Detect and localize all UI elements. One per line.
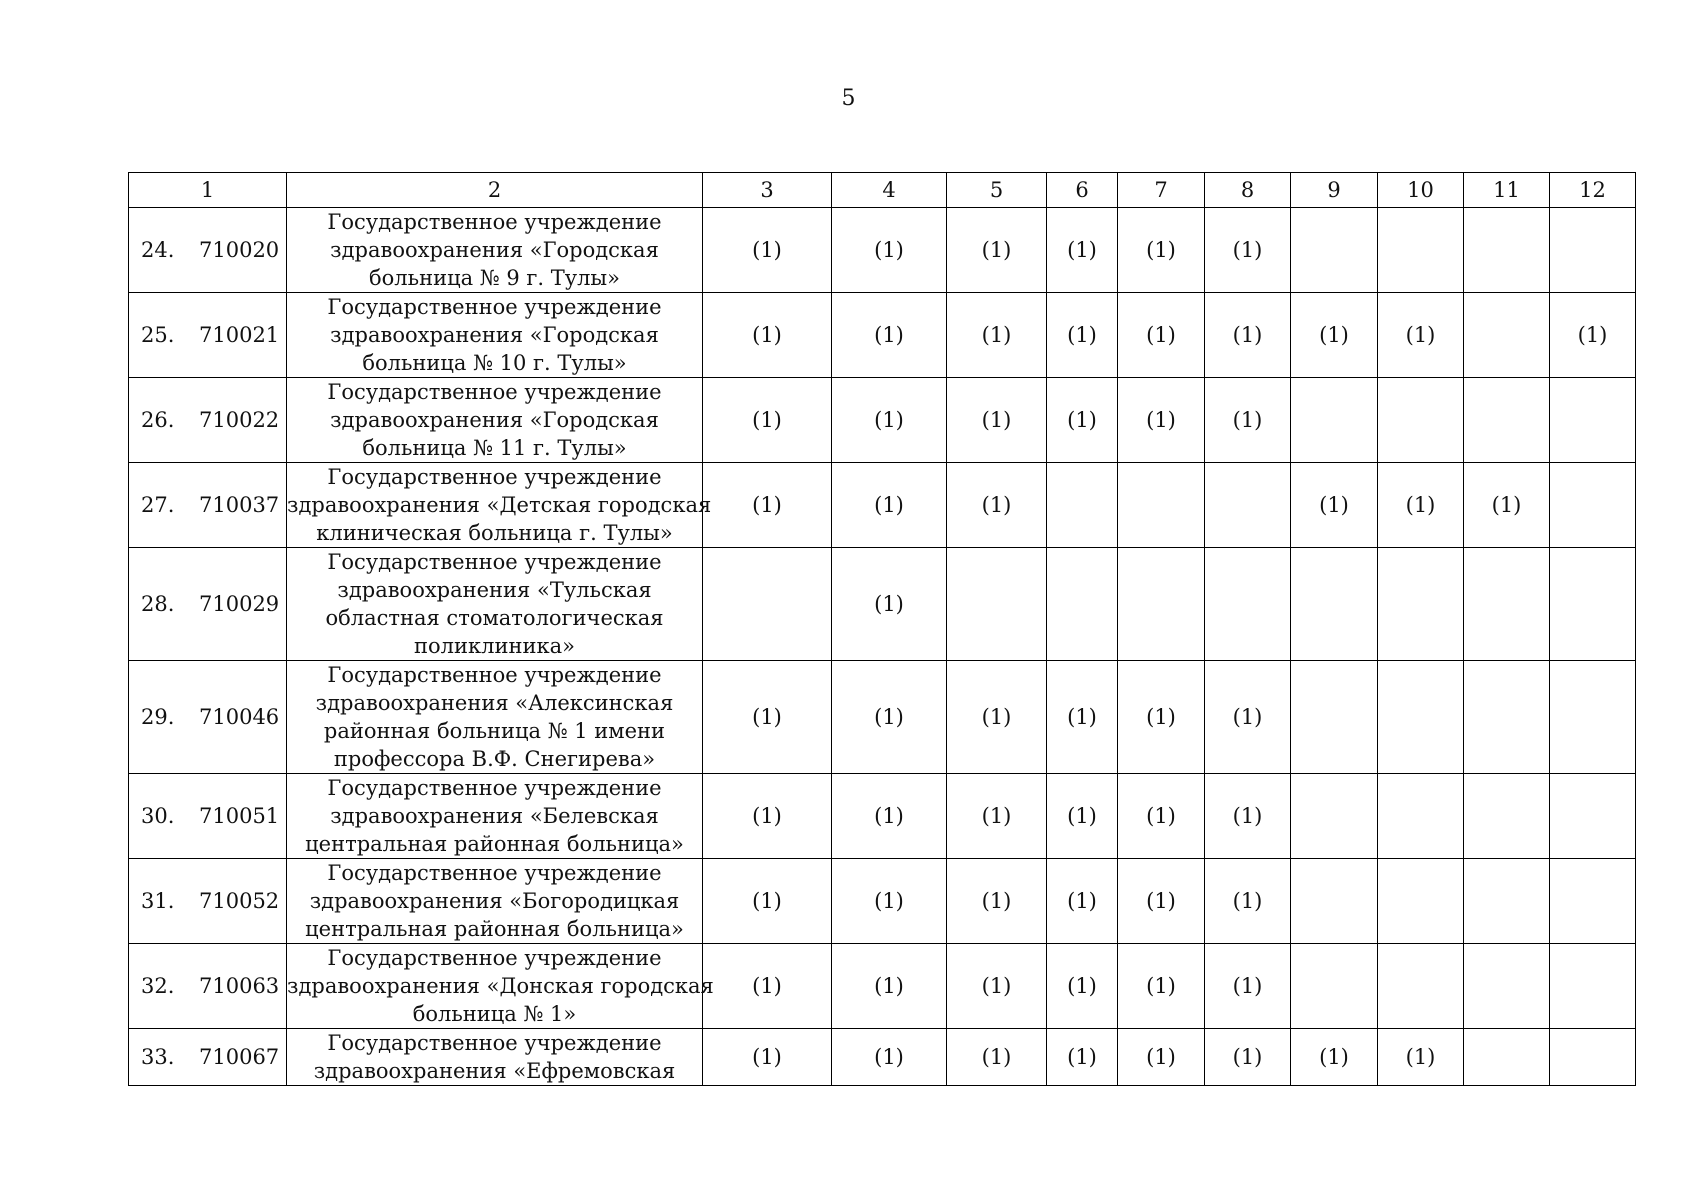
registry-table [128,172,1636,1086]
institution-name-line: Государственное учреждение [327,663,662,687]
mark-cell-col-11 [1464,548,1550,661]
mark-cell-col-4: (1) [832,208,947,293]
mark-cell-col-6: (1) [1047,859,1118,944]
mark-cell-col-8 [1205,548,1291,661]
row-number-cell [129,859,287,944]
institution-name-line: здравоохранения «Богородицкая [309,889,680,913]
mark-cell-col-12 [1550,1029,1636,1086]
table-row [129,1029,1636,1086]
institution-name-line: Государственное учреждение [327,210,662,234]
mark-cell-col-7: (1) [1118,859,1205,944]
institution-name-line: областная стоматологическая [325,606,664,630]
mark-cell-col-6: (1) [1047,661,1118,774]
column-header: 1 [129,173,287,208]
mark-cell-col-7: (1) [1118,208,1205,293]
institution-name-cell [287,548,703,661]
institution-code: 710037 [199,493,280,517]
mark-cell-col-12 [1550,944,1636,1029]
institution-code: 710051 [199,804,280,828]
mark-cell-col-8: (1) [1205,208,1291,293]
table-row [129,944,1636,1029]
institution-name-line: районная больница № 1 имени [323,719,666,743]
mark-cell-col-11 [1464,1029,1550,1086]
mark-cell-col-5: (1) [947,378,1047,463]
mark-cell-col-8: (1) [1205,944,1291,1029]
mark-cell-col-8: (1) [1205,859,1291,944]
institution-name-line: здравоохранения «Городская [330,323,659,347]
institution-name-line: больница № 10 г. Тулы» [362,351,627,375]
institution-name-line: центральная районная больница» [305,832,684,856]
institution-name-cell [287,944,714,1029]
row-number-cell [129,378,287,463]
mark-cell-col-3 [703,548,832,661]
mark-cell-col-9 [1291,378,1378,463]
institution-name-line: здравоохранения «Алексинская [315,691,674,715]
mark-cell-col-10 [1378,859,1464,944]
column-header: 3 [703,173,832,208]
row-number: 25. [141,323,175,347]
institution-code: 710022 [199,408,280,432]
mark-cell-col-4: (1) [832,944,947,1029]
table-row [129,463,1636,548]
institution-name-line: здравоохранения «Белевская [330,804,659,828]
institution-name-cell [287,293,703,378]
mark-cell-col-8: (1) [1205,774,1291,859]
institution-code: 710067 [199,1045,280,1069]
row-number: 29. [141,705,175,729]
institution-name-cell [287,463,712,548]
mark-cell-col-11 [1464,661,1550,774]
mark-cell-col-7 [1118,463,1205,548]
row-number-cell [129,944,287,1029]
mark-cell-col-10 [1378,944,1464,1029]
mark-cell-col-9 [1291,859,1378,944]
row-number-cell [129,293,287,378]
mark-cell-col-6: (1) [1047,944,1118,1029]
mark-cell-col-7: (1) [1118,944,1205,1029]
table-row [129,774,1636,859]
institution-name-cell [287,661,703,774]
mark-cell-col-7: (1) [1118,378,1205,463]
mark-cell-col-5: (1) [947,208,1047,293]
mark-cell-col-3: (1) [703,774,832,859]
mark-cell-col-8: (1) [1205,1029,1291,1086]
institution-name-cell [287,774,703,859]
mark-cell-col-5: (1) [947,859,1047,944]
institution-name-cell [287,378,703,463]
mark-cell-col-12 [1550,208,1636,293]
mark-cell-col-11 [1464,378,1550,463]
row-number-cell [129,774,287,859]
mark-cell-col-11 [1464,208,1550,293]
institution-code: 710046 [199,705,280,729]
mark-cell-col-10 [1378,548,1464,661]
mark-cell-col-12 [1550,548,1636,661]
column-header: 5 [947,173,1047,208]
mark-cell-col-9 [1291,548,1378,661]
institution-name-line: Государственное учреждение [327,776,662,800]
mark-cell-col-5: (1) [947,293,1047,378]
mark-cell-col-6: (1) [1047,774,1118,859]
table-row [129,548,1636,661]
mark-cell-col-12 [1550,661,1636,774]
mark-cell-col-6: (1) [1047,293,1118,378]
mark-cell-col-7: (1) [1118,661,1205,774]
mark-cell-col-7 [1118,548,1205,661]
row-number: 24. [141,238,175,262]
institution-name-line: Государственное учреждение [327,465,662,489]
institution-name-line: здравоохранения «Городская [330,408,659,432]
mark-cell-col-4: (1) [832,859,947,944]
table-row [129,859,1636,944]
institution-code: 710020 [199,238,280,262]
column-header: 11 [1464,173,1550,208]
mark-cell-col-12 [1550,378,1636,463]
mark-cell-col-6: (1) [1047,208,1118,293]
institution-name-line: профессора В.Ф. Снегирева» [333,747,656,771]
row-number: 26. [141,408,175,432]
mark-cell-col-3: (1) [703,1029,832,1086]
mark-cell-col-12: (1) [1550,293,1636,378]
mark-cell-col-10: (1) [1378,463,1464,548]
mark-cell-col-5: (1) [947,463,1047,548]
row-number: 27. [141,493,175,517]
row-number-cell [129,1029,287,1086]
institution-name-line: Государственное учреждение [327,1031,662,1055]
institution-name-cell [287,208,703,293]
mark-cell-col-3: (1) [703,661,832,774]
mark-cell-col-9: (1) [1291,463,1378,548]
mark-cell-col-6 [1047,548,1118,661]
row-number: 30. [141,804,175,828]
institution-name-cell [287,1029,703,1086]
mark-cell-col-4: (1) [832,661,947,774]
column-header: 7 [1118,173,1205,208]
column-header: 2 [287,173,703,208]
institution-name-line: здравоохранения «Детская городская [287,493,712,517]
institution-name-line: здравоохранения «Донская городская [287,974,714,998]
column-header: 8 [1205,173,1291,208]
mark-cell-col-4: (1) [832,378,947,463]
institution-name-line: Государственное учреждение [327,380,662,404]
mark-cell-col-6 [1047,463,1118,548]
mark-cell-col-6: (1) [1047,1029,1118,1086]
mark-cell-col-5: (1) [947,774,1047,859]
table-header-row [129,173,1636,208]
institution-name-line: здравоохранения «Ефремовская [313,1059,676,1083]
column-header: 10 [1378,173,1464,208]
institution-name-line: больница № 1» [412,1002,577,1026]
table-row [129,208,1636,293]
institution-name-line: здравоохранения «Городская [330,238,659,262]
mark-cell-col-7: (1) [1118,1029,1205,1086]
mark-cell-col-11 [1464,774,1550,859]
mark-cell-col-11 [1464,859,1550,944]
row-number-cell [129,463,287,548]
institution-name-line: Государственное учреждение [327,550,662,574]
mark-cell-col-12 [1550,463,1636,548]
mark-cell-col-6: (1) [1047,378,1118,463]
mark-cell-col-10: (1) [1378,1029,1464,1086]
row-number: 32. [141,974,175,998]
institution-name-line: поликлиника» [414,634,575,658]
mark-cell-col-8: (1) [1205,661,1291,774]
mark-cell-col-9 [1291,208,1378,293]
mark-cell-col-8 [1205,463,1291,548]
mark-cell-col-12 [1550,774,1636,859]
row-number-cell [129,661,287,774]
mark-cell-col-4: (1) [832,1029,947,1086]
row-number: 33. [141,1045,175,1069]
mark-cell-col-8: (1) [1205,378,1291,463]
mark-cell-col-11 [1464,944,1550,1029]
mark-cell-col-5: (1) [947,661,1047,774]
mark-cell-col-10 [1378,661,1464,774]
mark-cell-col-3: (1) [703,208,832,293]
mark-cell-col-4: (1) [832,548,947,661]
mark-cell-col-3: (1) [703,944,832,1029]
table-row [129,293,1636,378]
institution-code: 710052 [199,889,280,913]
mark-cell-col-8: (1) [1205,293,1291,378]
mark-cell-col-4: (1) [832,463,947,548]
mark-cell-col-7: (1) [1118,293,1205,378]
institution-code: 710029 [199,592,280,616]
column-header: 9 [1291,173,1378,208]
mark-cell-col-10 [1378,774,1464,859]
institution-name-line: больница № 11 г. Тулы» [362,436,627,460]
table-row [129,378,1636,463]
mark-cell-col-4: (1) [832,774,947,859]
column-header: 12 [1550,173,1636,208]
mark-cell-col-9 [1291,774,1378,859]
mark-cell-col-9 [1291,944,1378,1029]
institution-code: 710021 [199,323,280,347]
mark-cell-col-10 [1378,208,1464,293]
table-row [129,661,1636,774]
mark-cell-col-9 [1291,661,1378,774]
mark-cell-col-11 [1464,293,1550,378]
mark-cell-col-4: (1) [832,293,947,378]
page-number: 5 [841,86,856,111]
mark-cell-col-7: (1) [1118,774,1205,859]
mark-cell-col-12 [1550,859,1636,944]
mark-cell-col-5: (1) [947,944,1047,1029]
mark-cell-col-5: (1) [947,1029,1047,1086]
column-header: 4 [832,173,947,208]
institution-name-line: центральная районная больница» [305,917,684,941]
row-number: 28. [141,592,175,616]
column-header: 6 [1047,173,1118,208]
mark-cell-col-9: (1) [1291,1029,1378,1086]
mark-cell-col-11: (1) [1464,463,1550,548]
mark-cell-col-3: (1) [703,378,832,463]
institution-name-cell [287,859,703,944]
institution-name-line: Государственное учреждение [327,861,662,885]
row-number-cell [129,548,287,661]
institution-name-line: Государственное учреждение [327,295,662,319]
mark-cell-col-5 [947,548,1047,661]
mark-cell-col-3: (1) [703,859,832,944]
mark-cell-col-10: (1) [1378,293,1464,378]
row-number: 31. [141,889,175,913]
mark-cell-col-3: (1) [703,293,832,378]
institution-name-line: больница № 9 г. Тулы» [369,266,620,290]
institution-name-line: клиническая больница г. Тулы» [316,521,673,545]
mark-cell-col-3: (1) [703,463,832,548]
table-body [129,208,1636,1086]
institution-name-line: Государственное учреждение [327,946,662,970]
mark-cell-col-9: (1) [1291,293,1378,378]
row-number-cell [129,208,287,293]
institution-code: 710063 [199,974,280,998]
mark-cell-col-10 [1378,378,1464,463]
institution-name-line: здравоохранения «Тульская [337,578,652,602]
